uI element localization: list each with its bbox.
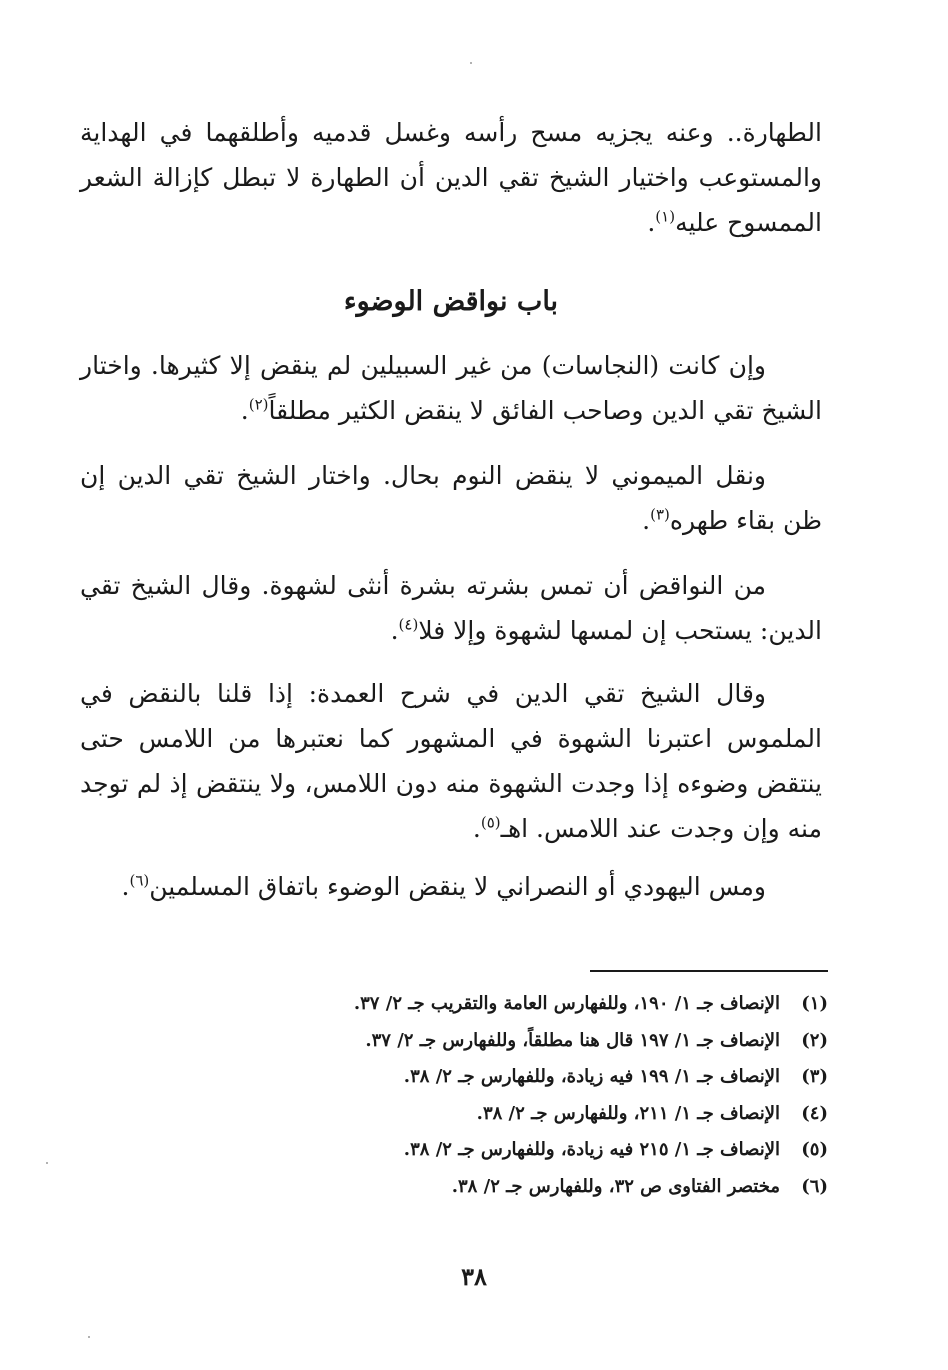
footnote-item [268, 1132, 828, 1169]
paragraph-continuation [80, 110, 822, 245]
paragraph-text: وقال الشيخ تقي الدين في شرح العمدة: إذا قلنا بالنقض في الملموس اعتبرنا الشهوة في المشهور كما نعتبرها من اللامس حتى ينتقض وضوءه إذا وجدت الشهوة منه دون اللامس، ولا ينتقض إذ لم توجد منه وإن وجدت عند اللامس. اهـ [80, 679, 822, 843]
footnote-ref: (٥) [480, 813, 501, 832]
footnote-ref: (٦) [129, 871, 150, 890]
footnote-ref: (١) [655, 207, 676, 226]
paragraph-najasat [80, 343, 822, 433]
paragraph-touch [80, 563, 822, 653]
footnote-separator [590, 970, 828, 972]
scan-speck [470, 62, 472, 64]
paragraph-end: . [642, 506, 651, 535]
footnote-number: (٤) [801, 1102, 828, 1124]
paragraph-end: . [121, 872, 130, 901]
paragraph-end: . [390, 616, 399, 645]
footnote-number: (٣) [801, 1066, 828, 1087]
footnote-text: الإنصاف جـ ١/ ١٩٩ فيه زيادة، وللفهارس جـ ٢/ ٣٨. [403, 1066, 780, 1087]
footnote-text: الإنصاف جـ ١/ ١٩٠، وللفهارس العامة والتقريب جـ ٢/ ٣٧. [353, 993, 780, 1014]
paragraph-text: وإن كانت (النجاسات) من غير السبيلين لم ينقض إلا كثيرها. واختار الشيخ تقي الدين وصاحب الفائق لا ينقض الكثير مطلقاً [80, 351, 822, 425]
paragraph-end: . [240, 396, 249, 425]
page-number: ٣٨ [461, 1262, 487, 1291]
footnote-number: (٢) [801, 1029, 828, 1051]
paragraph-text: من النواقض أن تمس بشرته بشرة أنثى لشهوة. وقال الشيخ تقي الدين: يستحب إن لمسها لشهوة وإلا فلا [80, 571, 822, 645]
paragraph-end: . [647, 208, 656, 237]
footnote-text: مختصر الفتاوى ص ٣٢، وللفهارس جـ ٢/ ٣٨. [451, 1175, 780, 1197]
footnote-ref: (٢) [248, 395, 269, 414]
footnote-item [268, 1096, 828, 1133]
footnote-item [268, 1059, 828, 1096]
footnote-ref: (٣) [650, 505, 670, 524]
paragraph-text: ونقل الميموني لا ينقض النوم بحال. واختار الشيخ تقي الدين إن ظن بقاء طهره [80, 461, 822, 535]
paragraph-text: الطهارة.. وعنه يجزيه مسح رأسه وغسل قدميه وأطلقهما في الهداية والمستوعب واختيار الشيخ تقي الدين أن الطهارة لا تبطل كإزالة الشعر الممسوح عليه [80, 118, 822, 237]
paragraph-text: ومس اليهودي أو النصراني لا ينقض الوضوء باتفاق المسلمين [149, 872, 766, 901]
footnote-text: الإنصاف جـ ١/ ١٩٧ قال هنا مطلقاً، وللفهارس جـ ٢/ ٣٧. [365, 1029, 780, 1051]
scan-speck [88, 1336, 90, 1338]
footnote-number: (٦) [801, 1175, 828, 1197]
paragraph-umdah [80, 671, 822, 851]
footnote-number: (٥) [801, 1139, 828, 1160]
footnote-item [268, 1169, 828, 1206]
footnote-text: الإنصاف جـ ١/ ٢١٥ فيه زيادة، وللفهارس جـ ٢/ ٣٨. [403, 1139, 780, 1160]
footnote-item [268, 986, 828, 1023]
paragraph-end: . [472, 814, 481, 843]
paragraph-jew-christian [80, 864, 822, 909]
scan-speck [46, 1162, 48, 1164]
footnotes-list [268, 986, 828, 1205]
footnote-ref: (٤) [398, 615, 419, 634]
footnote-item [268, 1023, 828, 1060]
paragraph-sleep [80, 453, 822, 543]
section-heading: باب نواقض الوضوء [343, 286, 559, 317]
footnote-text: الإنصاف جـ ١/ ٢١١، وللفهارس جـ ٢/ ٣٨. [476, 1102, 780, 1124]
footnote-number: (١) [801, 993, 828, 1014]
